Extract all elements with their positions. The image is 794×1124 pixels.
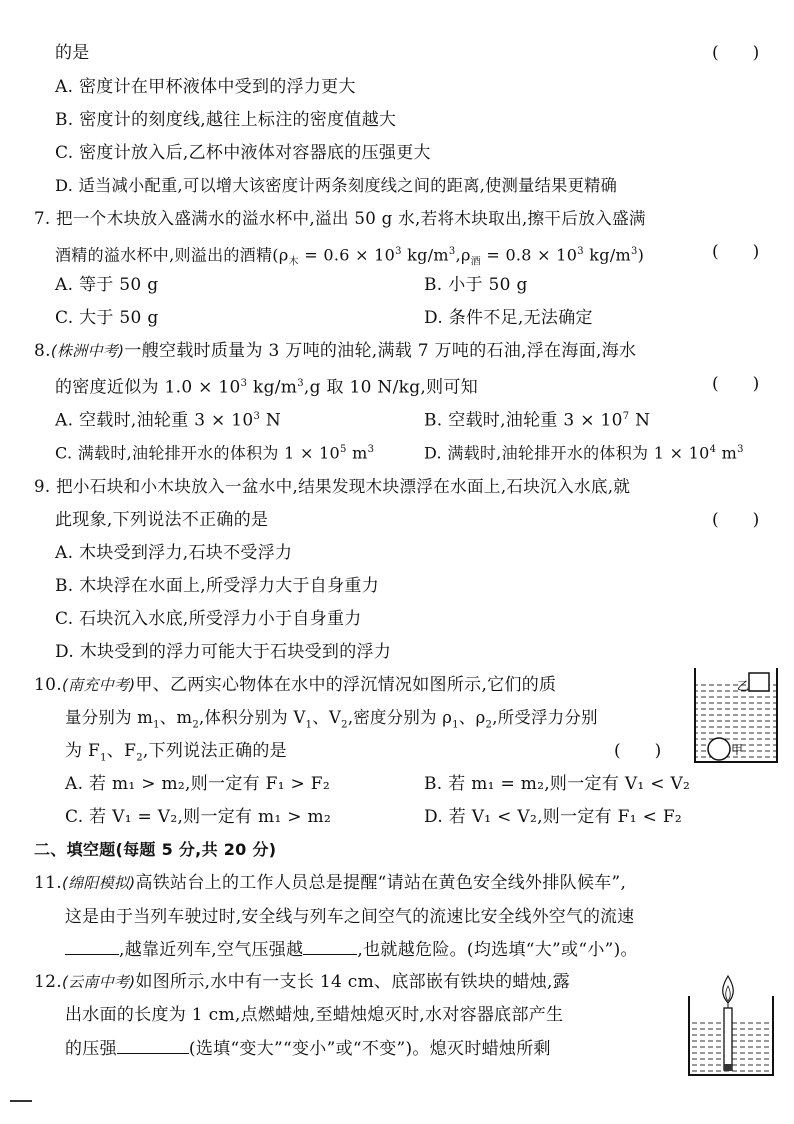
q8-option-b: B. 空载时,油轮重 $3 \times 10^7$ N xyxy=(424,410,651,431)
q6-option-c: C. 密度计放入后,乙杯中液体对容器底的压强更大 xyxy=(55,143,431,163)
q9-option-d: D. 木块受到的浮力可能大于石块受到的浮力 xyxy=(55,642,392,662)
section2-heading: 二、填空题(每题 5 分,共 20 分) xyxy=(34,840,277,859)
q8-source: (株洲中考) xyxy=(50,342,125,360)
q12-line1: 12.(云南中考)如图所示,水中有一支长 14 cm、底部嵌有铁块的蜡烛,露 xyxy=(34,972,571,992)
q6-option-a: A. 密度计在甲杯液体中受到的浮力更大 xyxy=(55,77,356,97)
q7-option-c: C. 大于 50 g xyxy=(55,308,159,328)
q8-option-d: D. 满载时,油轮排开水的体积为 $1 \times 10^4$ $m^3$ xyxy=(424,443,744,463)
q10-option-c: C. 若 V₁ = V₂,则一定有 m₁ > m₂ xyxy=(65,807,332,827)
q12-iron-block xyxy=(724,1064,732,1071)
q8-option-c: C. 满载时,油轮排开水的体积为 $1 \times 10^5$ $m^3$ xyxy=(55,443,375,463)
q11-source: (绵阳模拟) xyxy=(61,874,136,892)
q10-line2: 量分别为 $m_1$、$m_2$,体积分别为 $V_1$、$V_2$,密度分别为 $\rho_1$、$\rho_2$,所受浮力分别 xyxy=(65,708,598,731)
q7-line1: 7. 把一个木块放入盛满水的溢水杯中,溢出 50 g 水,若将木块取出,擦干后放入盛满 xyxy=(34,209,646,228)
q6-tail: 的是 xyxy=(55,43,90,63)
page-footer-rule xyxy=(10,1100,32,1102)
q9-option-b: B. 木块浮在水面上,所受浮力大于自身重力 xyxy=(55,576,380,596)
q7-line2: 酒精的溢水杯中,则溢出的酒精($\rho_木 = 0.6 \times 10^3$ $kg/m^3,\rho_酒 = 0.8 \times 10^3$ $kg/m^3$) xyxy=(55,245,645,268)
q10-label-yi: 乙 xyxy=(737,679,750,693)
q10-label-jia: 甲 xyxy=(731,743,744,757)
q10-option-b: B. 若 m₁ = m₂,则一定有 V₁ < V₂ xyxy=(424,774,691,794)
q10-option-d: D. 若 V₁ < V₂,则一定有 F₁ < F₂ xyxy=(424,807,683,827)
q10-figure xyxy=(693,664,781,764)
q10-option-a: A. 若 m₁ > m₂,则一定有 F₁ > F₂ xyxy=(65,774,330,794)
q10-source: (南充中考) xyxy=(61,676,136,694)
q10-line3: 为 $F_1$、$F_2$,下列说法正确的是 xyxy=(65,741,287,764)
q8-option-a: A. 空载时,油轮重 $3 \times 10^3$ N xyxy=(55,410,282,431)
q8-line1: 8.(株洲中考)一艘空载时质量为 3 万吨的油轮,满载 7 万吨的石油,浮在海面,海水 xyxy=(34,341,637,361)
q12-line3: 的压强 (选填“变大”“变小”或“不变”)。熄灭时蜡烛所剩 xyxy=(65,1039,551,1059)
q11-line3: ,越靠近列车,空气压强越 ,也就越危险。(均选填“大”或“小”)。 xyxy=(65,938,638,961)
q7-answer-paren[interactable]: ( ) xyxy=(712,242,760,262)
q11-line1: 11.(绵阳模拟)高铁站台上的工作人员总是提醒“请站在黄色安全线外排队候车”, xyxy=(34,873,627,893)
q10-block-yi xyxy=(749,673,769,691)
q7-option-d: D. 条件不足,无法确定 xyxy=(424,308,593,328)
q6-option-d: D. 适当减小配重,可以增大该密度计两条刻度线之间的距离,使测量结果更精确 xyxy=(55,176,618,195)
q9-line1: 9. 把小石块和小木块放入一盆水中,结果发现木块漂浮在水面上,石块沉入水底,就 xyxy=(34,477,631,496)
q7-option-b: B. 小于 50 g xyxy=(424,275,528,295)
q8-answer-paren[interactable]: ( ) xyxy=(712,374,760,394)
q11-line2: 这是由于当列车驶过时,安全线与列车之间空气的流速比安全线外空气的流速 xyxy=(65,906,635,926)
q11-blank-2[interactable] xyxy=(303,938,357,955)
q12-source: (云南中考) xyxy=(61,973,136,991)
q9-line2: 此现象,下列说法不正确的是 xyxy=(55,510,269,530)
q11-blank-1[interactable] xyxy=(65,938,119,955)
q10-line1: 10.(南充中考)甲、乙两实心物体在水中的浮沉情况如图所示,它们的质 xyxy=(34,675,557,695)
q7-option-a: A. 等于 50 g xyxy=(55,275,159,295)
q12-candle xyxy=(724,1008,732,1070)
q12-blank-1[interactable] xyxy=(117,1037,189,1054)
q9-option-a: A. 木块受到浮力,石块不受浮力 xyxy=(55,543,293,563)
q10-ball-jia xyxy=(708,738,730,760)
q12-figure xyxy=(684,966,780,1078)
q6-answer-paren[interactable]: ( ) xyxy=(712,43,760,63)
q6-option-b: B. 密度计的刻度线,越往上标注的密度值越大 xyxy=(55,110,397,130)
q9-option-c: C. 石块沉入水底,所受浮力小于自身重力 xyxy=(55,609,362,629)
q10-answer-paren[interactable]: ( ) xyxy=(614,741,662,761)
q9-answer-paren[interactable]: ( ) xyxy=(712,510,760,530)
q12-line2: 出水面的长度为 1 cm,点燃蜡烛,至蜡烛熄灭时,水对容器底部产生 xyxy=(65,1005,564,1025)
q8-line2: 的密度近似为 $1.0 \times 10^3$ $kg/m^3,g$ 取 10 N/kg,则可知 xyxy=(55,377,479,398)
